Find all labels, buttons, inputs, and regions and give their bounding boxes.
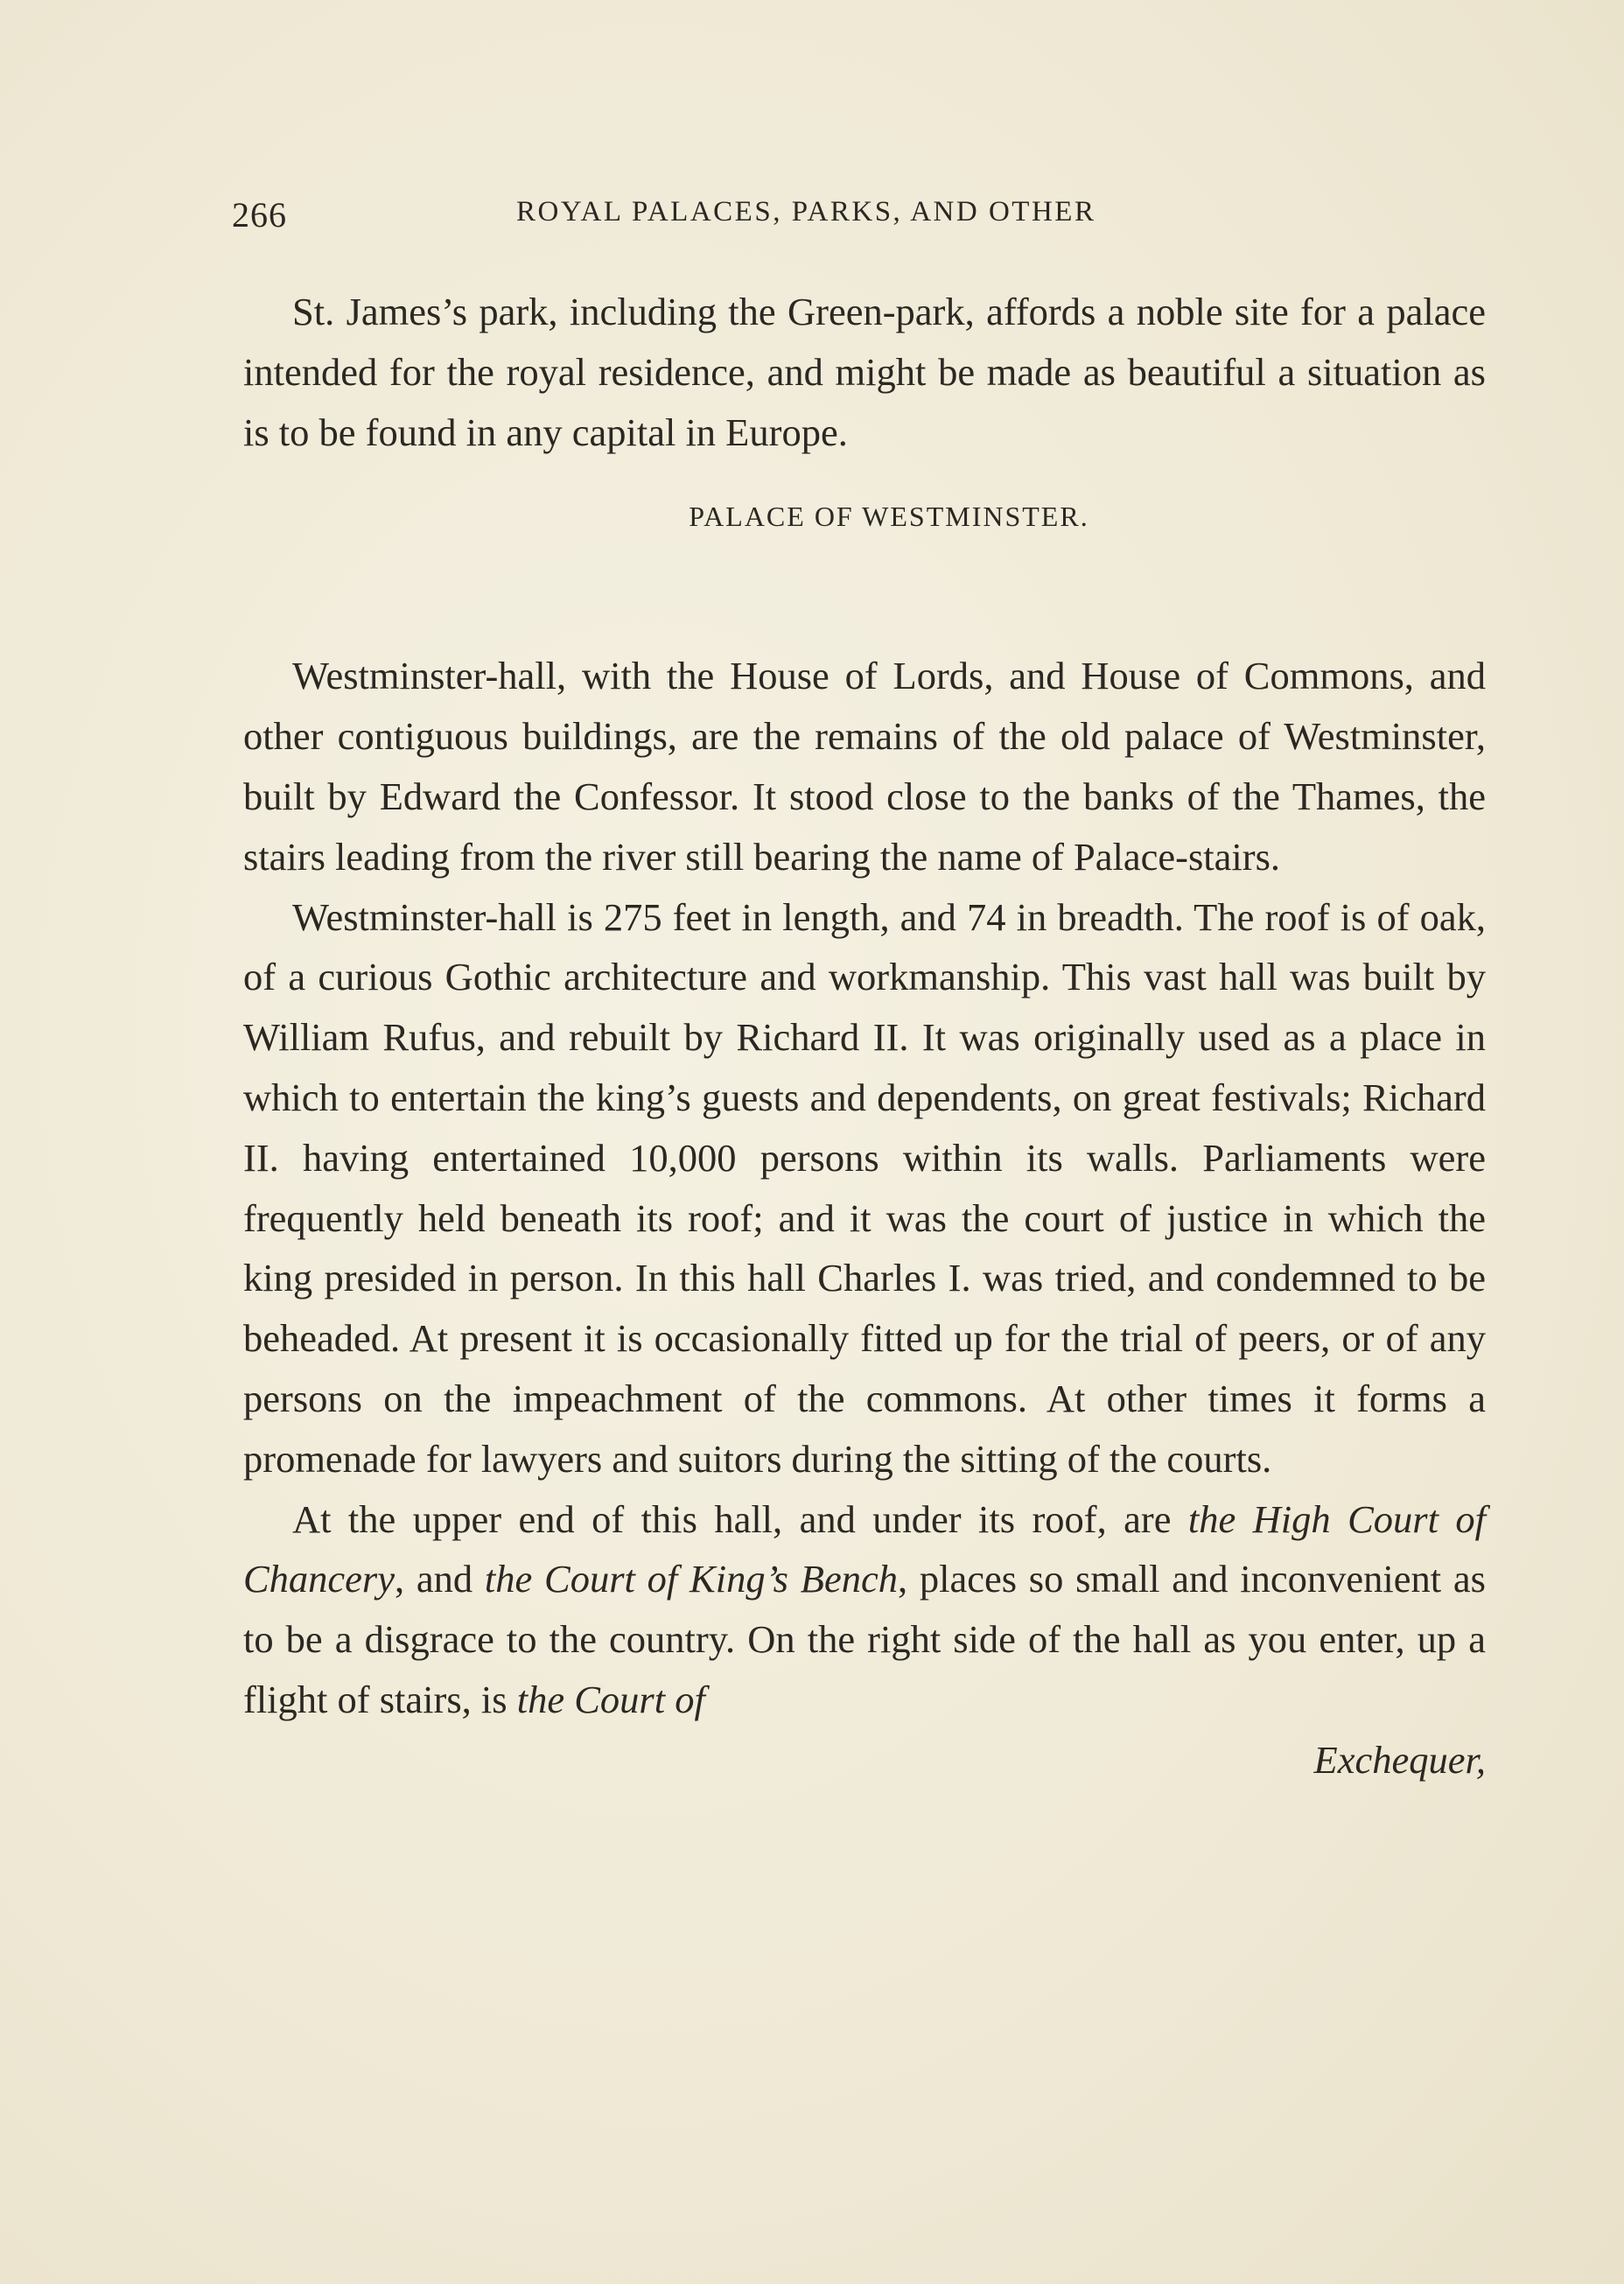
- paragraph-courts: [243, 1489, 1486, 1730]
- body-text: [243, 282, 1486, 1790]
- paragraph-westminster-hall-dimensions: Westminster-hall is 275 feet in length, and 74 in breadth. The roof is of oak, of a curious Gothic architecture and workmanship. This vast hall was built by William Rufus, and rebuilt by Richard II. It was originally used as a place in which to entertain the king’s guests and dependents, on great festivals; Richard II. having entertained 10,000 persons within its walls. Parliaments were frequently held beneath its roof; and it was the court of justice in which the king presided in person. In this hall Charles I. was tried, and condemned to be beheaded. At present it is occasionally fitted up for the trial of peers, or of any persons on the impeachment of the commons. At other times it forms a promenade for lawyers and suitors during the sitting of the courts.: [243, 894, 1486, 1481]
- courts-text-1: At the upper end of this hall, and under its roof, are: [292, 1496, 1188, 1541]
- courts-text-2: , and: [395, 1557, 485, 1601]
- section-heading: [243, 462, 1486, 646]
- courts-text-3: , places so small and inconvenient as to be a disgrace to the country. On the right side of the hall as you enter, up a flight of stairs, is: [243, 1557, 1486, 1721]
- court-of-exchequer-start: the Court of: [516, 1677, 705, 1721]
- high-court-of-chancery: the High Court of Chancery: [243, 1496, 1486, 1601]
- catchword: Exchequer,: [1313, 1737, 1486, 1782]
- running-title: ROYAL PALACES, PARKS, AND OTHER: [516, 196, 1096, 228]
- section-heading-text: PALACE OF WESTMINSTER.: [689, 501, 1089, 533]
- paragraph-westminster-hall-remains: Westminster-hall, with the House of Lords, and House of Commons, and other contiguous buildings, are the remains of the old palace of Westminster, built by Edward the Confessor. It stood close to the banks of the Thames, the stairs leading from the river still bearing the name of Palace-stairs.: [243, 654, 1486, 879]
- paragraph-st-james-park: St. James’s park, including the Green-park, affords a noble site for a palace intended for the royal residence, and might be made as beautiful a situation as is to be found in any capital in Europe.: [243, 290, 1486, 454]
- page-number: 266: [232, 195, 287, 235]
- court-of-kings-bench: the Court of King’s Bench: [484, 1557, 898, 1601]
- running-head: [232, 194, 1492, 247]
